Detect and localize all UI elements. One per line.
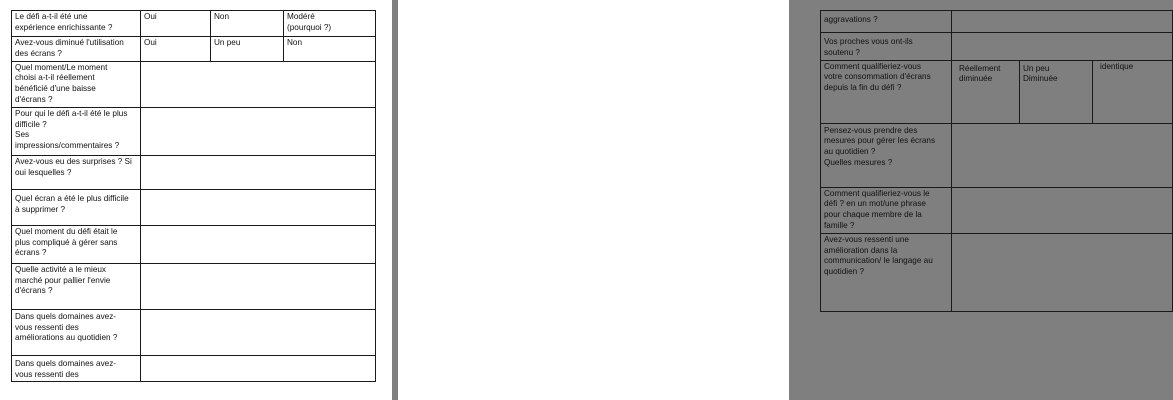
question-cell: Dans quels domaines avez- vous ressenti des améliorations au quotidien ? bbox=[12, 309, 141, 355]
answer-cell bbox=[952, 233, 1173, 311]
question-cell: Quel moment/Le moment choisi a-t-il réellement bénéficié d'une baisse d'écrans ? bbox=[12, 61, 141, 107]
table-row bbox=[12, 355, 376, 382]
question-cell: Avez-vous diminué l'utilisation des écrans ? bbox=[12, 37, 141, 62]
question-cell: Comment qualifieriez-vous le défi ? en un mot/une phrase pour chaque membre de la famille ? bbox=[821, 187, 952, 233]
answer-option-cell: Oui bbox=[141, 37, 211, 62]
question-cell: Vos proches vous ont-ils soutenu ? bbox=[821, 33, 952, 61]
table-row bbox=[12, 61, 376, 107]
answer-cell bbox=[141, 355, 376, 382]
question-cell: Pour qui le défi a-t-il été le plus difficile ? Ses impressions/commentaires ? bbox=[12, 107, 141, 155]
table-row bbox=[12, 107, 376, 155]
table-row bbox=[821, 187, 1173, 233]
answer-option-cell: Non bbox=[211, 11, 284, 37]
table-row bbox=[821, 11, 1173, 33]
answer-option-cell: Non bbox=[284, 37, 376, 62]
answer-option-cell: Un peu Diminuée bbox=[1020, 60, 1093, 123]
table-row bbox=[821, 233, 1173, 311]
questionnaire-page-left bbox=[0, 0, 392, 400]
questionnaire-table-right bbox=[820, 10, 1173, 312]
question-cell: Quelle activité a le mieux marché pour pallier l'envie d'écrans ? bbox=[12, 263, 141, 309]
answer-cell bbox=[141, 263, 376, 309]
answer-cell bbox=[141, 155, 376, 189]
table-row bbox=[12, 37, 376, 62]
answer-option-cell: identique bbox=[1093, 60, 1173, 123]
answer-option-cell: Un peu bbox=[211, 37, 284, 62]
table-row bbox=[12, 263, 376, 309]
answer-cell bbox=[952, 33, 1173, 61]
answer-cell bbox=[141, 107, 376, 155]
question-cell: Comment qualifieriez-vous votre consommation d'écrans depuis la fin du défi ? bbox=[821, 60, 952, 123]
answer-cell bbox=[952, 11, 1173, 33]
table-row bbox=[12, 189, 376, 225]
table-row bbox=[821, 123, 1173, 187]
question-cell: Le défi a-t-il été une expérience enrichissante ? bbox=[12, 11, 141, 37]
answer-cell bbox=[952, 123, 1173, 187]
answer-cell bbox=[141, 225, 376, 263]
question-cell: Avez-vous ressenti une amélioration dans la communication/ le langage au quotidien ? bbox=[821, 233, 952, 311]
question-cell: Pensez-vous prendre des mesures pour gérer les écrans au quotidien ? Quelles mesures ? bbox=[821, 123, 952, 187]
question-cell: Quel écran a été le plus difficile à supprimer ? bbox=[12, 189, 141, 225]
question-cell: aggravations ? bbox=[821, 11, 952, 33]
table-row bbox=[12, 11, 376, 37]
question-cell: Dans quels domaines avez- vous ressenti des bbox=[12, 355, 141, 382]
questionnaire-page-right bbox=[398, 0, 1134, 400]
answer-option-cell: Modéré (pourquoi ?) bbox=[284, 11, 376, 37]
answer-option-cell: Réellement diminuée bbox=[952, 60, 1020, 123]
table-row bbox=[12, 309, 376, 355]
question-cell: Quel moment du défi était le plus compliqué à gérer sans écrans ? bbox=[12, 225, 141, 263]
table-row bbox=[12, 155, 376, 189]
answer-cell bbox=[141, 189, 376, 225]
answer-cell bbox=[141, 61, 376, 107]
answer-cell bbox=[952, 187, 1173, 233]
questionnaire-table-left bbox=[11, 10, 376, 382]
answer-option-cell: Oui bbox=[141, 11, 211, 37]
table-row bbox=[821, 60, 1173, 123]
answer-cell bbox=[141, 309, 376, 355]
question-cell: Avez-vous eu des surprises ? Si oui lesquelles ? bbox=[12, 155, 141, 189]
table-row bbox=[12, 225, 376, 263]
table-row bbox=[821, 33, 1173, 61]
